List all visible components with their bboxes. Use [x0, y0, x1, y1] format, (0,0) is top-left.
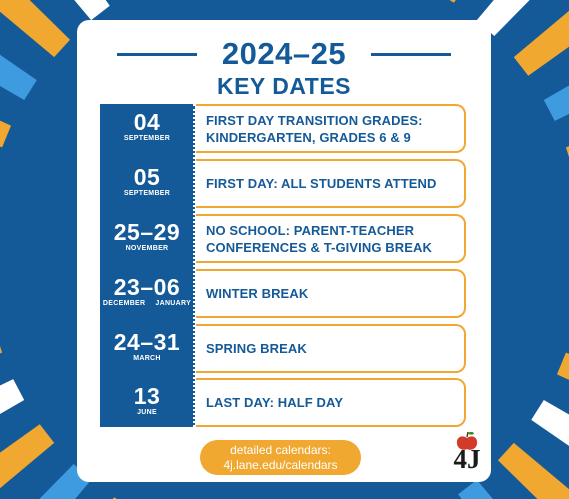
date-month-start: DECEMBER	[102, 300, 146, 307]
event-label: WINTER BREAK	[206, 286, 309, 301]
event-label: LAST DAY: HALF DAY	[206, 395, 344, 410]
date-month: MARCH	[133, 355, 161, 362]
date-day: 13	[133, 383, 161, 409]
event-label: FIRST DAY: ALL STUDENTS ATTEND	[206, 176, 437, 191]
date-block	[100, 214, 194, 263]
date-day: 05	[133, 164, 161, 190]
event-box	[196, 269, 466, 318]
date-month-range	[100, 299, 194, 309]
event-label: SPRING BREAK	[206, 341, 307, 356]
event-box	[196, 159, 466, 208]
key-dates-subtitle: KEY DATES	[216, 73, 351, 99]
sunburst-ray	[0, 0, 70, 57]
date-row	[100, 104, 466, 153]
sunburst-ray	[0, 424, 54, 499]
date-month: SEPTEMBER	[123, 190, 171, 197]
date-block	[100, 104, 194, 153]
school-year-title: 2024–25	[221, 36, 347, 71]
date-block	[100, 269, 194, 318]
date-row	[100, 214, 466, 263]
event-box	[196, 104, 466, 153]
sunburst-ray	[498, 443, 569, 499]
date-row	[100, 378, 466, 427]
calendar-link-caption: detailed calendars:	[230, 443, 331, 457]
district-logo-text: 4J	[453, 444, 481, 474]
calendar-link-url[interactable]: 4j.lane.edu/calendars	[223, 458, 338, 472]
date-month: NOVEMBER	[125, 245, 169, 252]
sunburst-ray	[514, 0, 569, 76]
event-box	[196, 214, 466, 263]
event-label: NO SCHOOL: PARENT-TEACHER CONFERENCES & T-GIVING BREAK	[206, 222, 432, 255]
date-day: 24–31	[113, 329, 181, 355]
date-month-end: JANUARY	[155, 300, 192, 307]
date-day: 25–29	[113, 219, 181, 245]
date-block	[100, 378, 194, 427]
calendar-link-pill[interactable]	[200, 440, 361, 475]
date-block	[100, 159, 194, 208]
date-month: SEPTEMBER	[123, 135, 171, 142]
date-day: 04	[133, 109, 161, 135]
date-row	[100, 159, 466, 208]
event-box	[196, 324, 466, 373]
title-rule-right	[371, 53, 451, 56]
date-month: JUNE	[137, 409, 157, 416]
event-box	[196, 378, 466, 427]
title-row	[77, 36, 491, 72]
date-row	[100, 324, 466, 373]
date-day: 23–06	[113, 274, 181, 300]
date-block	[100, 324, 194, 373]
date-row	[100, 269, 466, 318]
event-label: FIRST DAY TRANSITION GRADES: KINDERGARTEN, GRADES 6 & 9	[206, 112, 423, 145]
